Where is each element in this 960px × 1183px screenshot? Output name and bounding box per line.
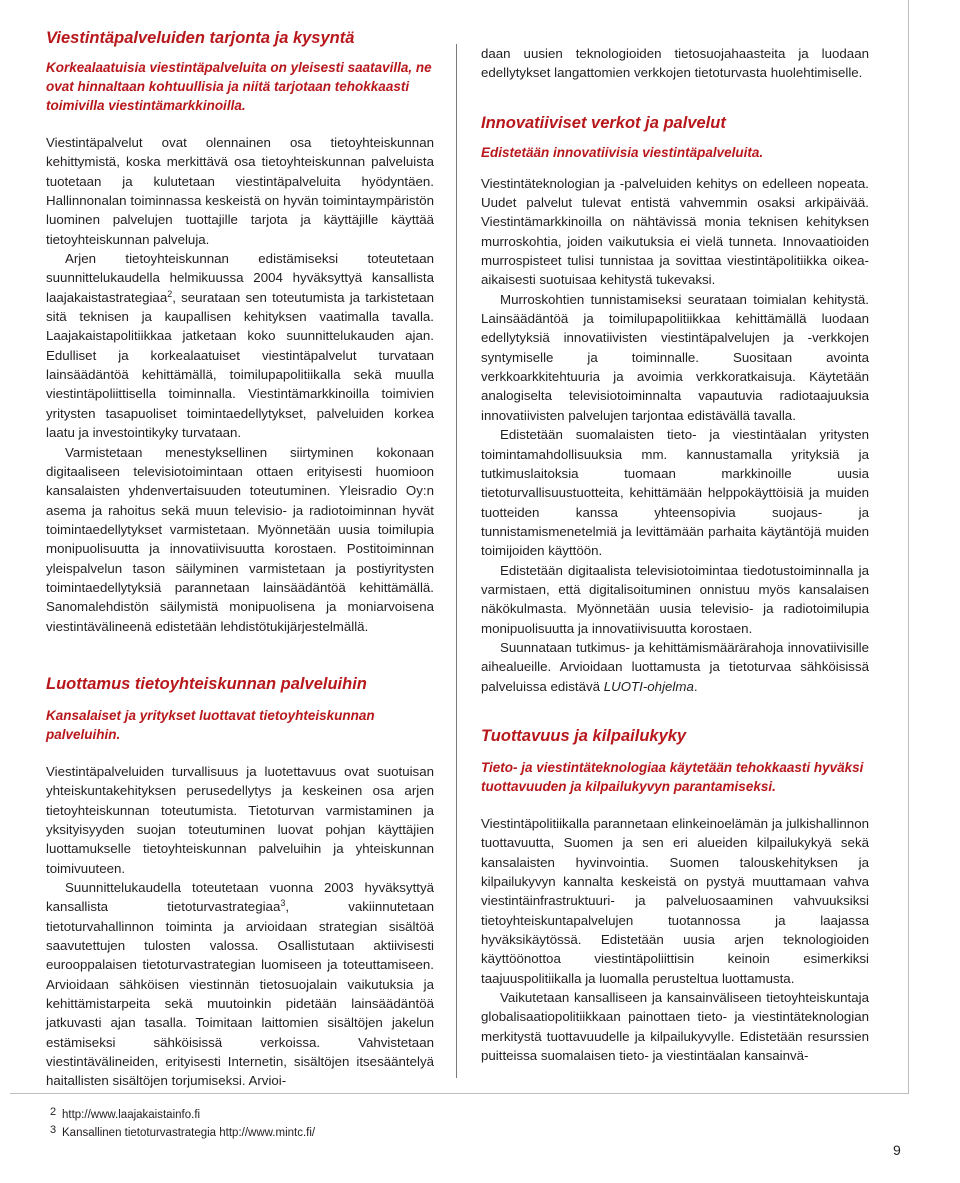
paragraph-text: Arjen tietoyhteiskunnan edistämiseksi toteutetaan suunnittelukaudella helmikuussa 2004 hyväksyttyä kansallista laajakaistastrategiaa xyxy=(46,251,434,305)
right-column xyxy=(481,44,869,1065)
paragraph: daan uusien teknologioiden tietosuojahaasteita ja luodaan edellytykset langattomien verkkojen tietoturvasta huolehtimiselle. xyxy=(481,46,869,81)
footnote-ref: 3 xyxy=(280,898,286,909)
paragraph: Edistetään digitaalista televisiotoimintaa tiedotustoiminnalla ja varmistaen, että digitalisoituminen onnistuu myös kansalaisen näkökulmasta. Myönnetään uusia televisio- ja radiotoimilupia monipuolisuutta ja innovatiivisuutta korostaen. xyxy=(481,562,869,636)
paragraph: Varmistetaan menestyksellinen siirtyminen kokonaan digitaaliseen televisiotoimintaan ottaen erityisesti huomioon kansalaisten yhdenvertaisuuden toteutuminen. Yleisradio Oy:n asema ja rahoitus sekä muun televisio- ja radiotoiminnan hyvät toimintaedellytykset varmistetaan. Myönnetään uusia toimilupia monipuolisuutta ja innovatiivisuutta korostaen. Postitoiminnan yleispalvelun tason säilyminen varmistetaan ja postiyritysten toimintaedellytyksiä parannetaan lainsäädäntöä kehittämällä. Sanomalehdistön säilymistä monipuolisena ja moniarvoisena viestintävälineenä edistetään lehdistötukijärjestelmällä. xyxy=(46,444,434,634)
paragraph: Viestintäteknologian ja -palveluiden kehitys on edelleen nopeata. Uudet palvelut tulevat entistä vahvemmin osaksi arkipäivää. Viestintämarkkinoilla on nähtävissä monia teknisen kehityksen murroskohtia, joiden vaikutuksia ei vielä tunneta. Innovaatioiden murrospisteet tulisi tunnistaa ja sovittaa viestintäpolitiikka oikea-aikaisesti suotuisaa kehitystä tukevaksi. xyxy=(481,175,869,288)
lead-tarjonta: Korkealaatuisia viestintäpalveluita on yleisesti saatavilla, ne ovat hinnaltaan kohtuullisia ja niitä tarjotaan tehokkaasti toimivilla viestintämarkkinoilla. xyxy=(46,60,432,113)
paragraph-text: , seurataan sen toteutumista ja tarkistetaan sitä teknisen ja kaupallisen kehityksen vaatimalla tavalla. Laajakaistapolitiikkaa jatketaan koko suunnittelukauden ajan. Edulliset ja korkealaatuiset viestintäpalvelut turvataan lainsäädäntöä kehittämällä, toimilupapolitiikalla sekä muulla viestintäpoliittisella toiminnalla. Viestintämarkkinoilla toimivien yritysten tasapuoliset toimintaedellytykset, palveluiden korkea laatu ja investointikyky turvataan. xyxy=(46,289,434,441)
paragraph-text: Suunnittelukaudella toteutetaan vuonna 2003 hyväksyttyä kansallista tietoturvastrategiaa xyxy=(46,880,434,915)
paragraph xyxy=(46,249,434,442)
footnote-number: 2 xyxy=(50,1106,57,1118)
footnote xyxy=(50,1124,315,1142)
left-column xyxy=(46,28,434,1091)
column-divider xyxy=(456,44,457,1078)
footnote-text: Kansallinen tietoturvastrategia http://www.mintc.fi/ xyxy=(62,1127,316,1139)
lead-tuottavuus: Tieto- ja viestintäteknologiaa käytetään tehokkaasti hyväksi tuottavuuden ja kilpailukyvyn parantamiseksi. xyxy=(481,759,864,794)
paragraph: Viestintäpalvelut ovat olennainen osa tietoyhteiskunnan kehittymistä, koska merkittävä osa tietoyhteiskunnan palveluista tuotetaan ja kulutetaan viestintäpalveluita hyödyntäen. Hallinnonalan toiminnassa keskeistä on hyvän toimintaympäristön luominen palvelujen tuottajille tarjota ja käyttäjille käyttää tietoyhteiskunnan palveluja. xyxy=(46,135,434,247)
footnote-ref: 2 xyxy=(167,288,173,299)
section-title-tarjonta: Viestintäpalveluiden tarjonta ja kysyntä xyxy=(46,29,355,47)
program-name: LUOTI-ohjelma xyxy=(603,678,694,694)
page-number: 9 xyxy=(893,1142,901,1158)
paragraph-text: , vakiinnutetaan tietoturvahallinnon toiminta ja arvioidaan strategian sisältöä saavutettujen tulosten valossa. Osallistutaan aktiivisesti eurooppalaisen tietoturvastrategian luomiseen ja toteuttamiseen. Arvioidaan sähköisen viestinnän tietosuojalain vaikutuksia ja kehittämistarpeita sekä muutoinkin pidetään lainsäädäntöä jatkuvasti ajan tasalla. Toimitaan laittomien sisältöjen jakelun estämiseksi sähköisissä verkoissa. Vahvistetaan viestintävälineiden, erityisesti Internetin, sisältöjen itsesääntelyä haitallisten sisältöjen torjumiseksi. Arvioi- xyxy=(46,899,434,1089)
section-title-luottamus: Luottamus tietoyhteiskunnan palveluihin xyxy=(46,674,367,693)
lead-innovatiiviset: Edistetään innovatiivisia viestintäpalveluita. xyxy=(481,144,764,160)
footnote xyxy=(50,1106,315,1124)
paragraph xyxy=(481,638,869,696)
paragraph: Murroskohtien tunnistamiseksi seurataan toimialan kehitystä. Lainsäädäntöä ja toimilupapolitiikkaa kehittämällä luodaan edellytyksiä innovatiivisten viestintäpalvelujen ja -verkkojen syntymiselle ja toiminnalle. Suositaan avointa verkkoarkkitehtuuria ja avoimia verkkoratkaisuja. Käytetään analogiselta televisiotoiminnalta vapautuvia radiotaajuuksia innovatiivisten palvelujen tarjontaa edistävällä tavalla. xyxy=(481,291,869,423)
paragraph-text: . xyxy=(693,678,698,694)
section-title-tuottavuus: Tuottavuus ja kilpailukyky xyxy=(481,726,687,745)
section-title-innovatiiviset: Innovatiiviset verkot ja palvelut xyxy=(481,113,726,132)
paragraph xyxy=(46,878,434,1091)
paragraph: Viestintäpalveluiden turvallisuus ja luotettavuus ovat suotuisan yhteiskuntakehityksen perusedellytys ja keskeinen osa arjen tietoyhteiskunnan toteutumista. Tietoturvan varmistaminen ja yksityisyyden suojan toteutuminen luovat pohjan käyttäjien luottamukselle tietoyhteiskunnan palveluihin ja yhteiskunnan toimivuuteen. xyxy=(46,763,434,876)
footnote-link[interactable]: http://www.laajakaistainfo.fi xyxy=(62,1109,201,1121)
paragraph: Edistetään suomalaisten tieto- ja viestintäalan yritysten toimintamahdollisuuksia mm. kannustamalla yrityksiä ja tutkimuslaitoksia tuomaan markkinoille uusia tietoturvallisuustuotteita, kehittämään helppokäyttöisiä ja muiden tuotteiden kanssa yhteensopivia suojaus- ja tunnistamismenetelmiä ja levittämään parhaita käytäntöjä muiden toimijoiden käyttöön. xyxy=(481,427,869,559)
footnotes xyxy=(50,1106,315,1142)
footnote-number: 3 xyxy=(50,1124,57,1136)
paragraph: Vaikutetaan kansalliseen ja kansainväliseen tietoyhteiskuntaja globalisaatiopolitiikkaan painottaen tieto- ja viestintäteknologian merkitystä tuottavuudelle ja kilpailukyvylle. Edistetään resurssien puitteissa suomalaisen tieto- ja viestintäalan kansainvä- xyxy=(481,990,869,1064)
paragraph: Viestintäpolitiikalla parannetaan elinkeinoelämän ja julkishallinnon tuottavuutta, Suomen ja sen eri alueiden kilpailukykyä sekä kansalaisten hyvinvointia. Suomen talouskehityksen ja kilpailukyvyn kannalta keskeistä on pystyä muuttamaan vahva viestintäinfrastruktuuri- ja palveluosaaminen vahvuuksiksi tietoyhteiskuntapalvelujen tuotannossa ja laajassa hyväksikäytössä. Edistetään uusia arjen teknologioiden käyttöönottoa viestintäpoliittisin keinoin esimerkiksi taajuuspolitiikalla ja luomalla perusteltua luottamusta. xyxy=(481,815,869,986)
lead-luottamus: Kansalaiset ja yritykset luottavat tietoyhteiskunnan palveluihin. xyxy=(46,707,375,742)
paragraph-text: Suunnataan tutkimus- ja kehittämismäärärahoja innovatiivisille aihealueille. Arvioidaan luottamusta ja tietoturvaa sähköisissä palveluissa edistävä xyxy=(481,639,869,694)
